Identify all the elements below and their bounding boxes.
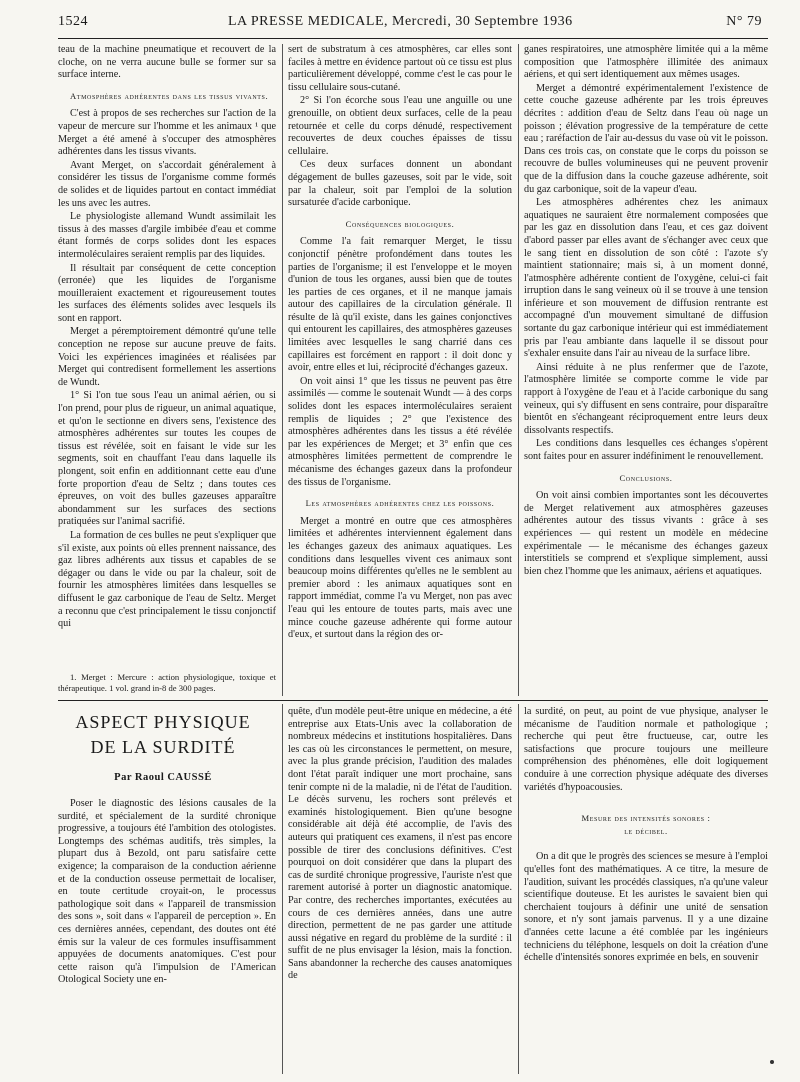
paragraph: 1° Si l'on tue sous l'eau un animal aérien, ou si l'on prend, pour plus de rigueur, un animal aquatique, et qu'on le sectionne en divers sens, l'existence des atmosphères adhérentes sur toutes les coupes de tissus est révélée, soit en faisant le vide sur les segments, soit en chauffant l'eau dans laquelle ils plongent, soit enfin en additionnant cette eau d'une forte proportion d'eau de Seltz ; dans toutes ces épreuves, on voit des bulles gazeuses apparaître abondamment sur les surfaces des sections pratiquées sur l'animal sacrifié. [58, 390, 276, 528]
upper-column-2 [288, 44, 512, 643]
paragraph: Comme l'a fait remarquer Merget, le tissu conjonctif pénètre profondément dans toutes les parties de l'organisme; il est l'enveloppe et le moyen d'union de tous les organes, aussi bien que de toutes les parties de ces organes, et il ne manque jamais autour des capillaires de la circulation générale. Il résulte de là qu'il existe, dans les gaines conjonctives qui entourent les capillaires, des atmosphères gazeuses limitées avec lesquelles le sang charrié dans ces capillaires est forcément en rapport : il doit donc y avoir, entre elles et lui, réciprocité d'échanges gazeux. [288, 236, 512, 374]
paragraph: 2° Si l'on écorche sous l'eau une anguille ou une grenouille, on obtient deux surfaces, celle de la peau retournée et celle du corps dénudé, respectivement recouvertes de deux couches épaisses de tissu cellulaire. [288, 95, 512, 157]
paragraph: On voit ainsi combien importantes sont les découvertes de Merget relativement aux atmosphères gazeuses adhérentes autour des tissus vivants : grâce à ses expériences — qui restent un modèle en médecine expérimentale — le mécanisme des échanges gazeux interstitiels se comprend et s'explique simplement, aussi bien chez l'homme que les animaux, aériens et aquatiques. [524, 490, 768, 577]
paragraph: la surdité, on peut, au point de vue physique, analyser le mécanisme de l'audition normale et pathologique ; recherche qui peut être fructueuse, car, outre les satisfactions que procure toujours une meilleure compréhension des phénomènes, elle doit logiquement conduire à une correction physique adéquate des diverses variétés d'hypoacousies. [524, 706, 768, 793]
header-rule [58, 38, 768, 39]
running-header [58, 14, 762, 36]
paragraph: ganes respiratoires, une atmosphère limitée qui a la même composition que l'atmosphère illimitée des animaux aériens, et qui sert identiquement aux mêmes usages. [524, 44, 768, 81]
column-divider [518, 44, 519, 696]
article-title-line: ASPECT PHYSIQUE [75, 712, 251, 732]
paragraph: Avant Merget, on s'accordait généralement à considérer les tissus de l'organisme comme formés de solides et de liquides partout en contact immédiat les uns avec les autres. [58, 159, 276, 209]
page-number: 1524 [58, 14, 88, 29]
journal-title: LA PRESSE MEDICALE, Mercredi, 30 Septembre 1936 [228, 14, 573, 29]
footnote: 1. Merget : Mercure : action physiologique, toxique et thérapeutique. 1 vol. grand in-8 de 300 pages. [58, 672, 276, 693]
section-heading: Atmosphères adhérentes dans les tissus vivants. [70, 90, 269, 101]
paragraph: Merget a montré en outre que ces atmosphères limitées et adhérentes interviennent également dans les échanges gazeux des animaux aquatiques. Les conditions dans lesquelles vivent ces animaux sont beaucoup moins différentes qu'elles ne le semblent au premier abord : les animaux aquatiques sont en rapport immédiat, comme l'a vu Merget, non pas avec l'eau qui les entoure de toutes parts, mais avec une mince couche gazeuse adhérente qui forme autour d'eux, et surtout dans la région des or- [288, 515, 512, 641]
paragraph: quête, d'un modèle peut-être unique en médecine, a été entreprise aux Etats-Unis avec la collaboration de nombreux médecins et institutions hospitalières. Dans les cas où les circonstances le permettent, on mesure, avec la plus grande précision, l'audition des malades dont l'état paraît indiquer une mort prochaine, sans tenir compte ni de la maladie, ni de l'état de l'audition. Le décès survenu, les rochers sont prélevés et examinés histologiquement. Bien qu'une besogne considérable ait déjà été accomplie, de l'avis des auteurs qui pratiquent ces examens, il n'est pas encore possible de tirer des conclusions définitives. C'est pourquoi on doit considérer que dans la plupart des cas de surdité chronique progressive, l'auriste n'est que rarement autorisé à porter un diagnostic anatomique. Par contre, des recherches importantes, exécutées au cours de ces dernières années, dans une autre direction, permettent de ne pas garder une attitude aussi négative en regard du problème de la surdité : il suffit de ne plus envisager la lésion, mais la fonction. Sans abandonner la recherche des causes anatomiques de [288, 706, 512, 982]
paragraph: Les conditions dans lesquelles ces échanges s'opèrent sont faites pour en assurer indéfiniment le renouvellement. [524, 438, 768, 462]
section-heading: Conclusions. [619, 472, 673, 483]
section-rule [58, 700, 768, 701]
ink-dot [770, 1060, 774, 1064]
article-title-line: DE LA SURDITÉ [90, 737, 236, 757]
paragraph: Le physiologiste allemand Wundt assimilait les tissus à des masses d'argile imbibée d'eau et comme étant formés de corps solides dont les espaces intermoléculaires seraient remplis par des liquides. [58, 211, 276, 260]
paragraph: teau de la machine pneumatique et recouvert de la cloche, on ne verra aucune bulle se former sur sa surface interne. [58, 44, 276, 81]
paragraph: La formation de ces bulles ne peut s'expliquer que s'il existe, aux points où elles prennent naissance, des gaz libres adhérents aux tissus et capables de se dégager ou dans le vide ou par la chaleur, soit de fournir les atmosphères limitées dans lesquelles se diffusent le gaz carbonique de l'eau de Seltz. Merget a reconnu que c'est principalement le tissu conjonctif qui [58, 529, 276, 630]
article-title [58, 710, 268, 760]
paragraph: sert de substratum à ces atmosphères, car elles sont faciles à mettre en évidence partout où ce tissu est plus particulièrement développé, comme c'est le cas pour le tissu cellulaire sous-cutané. [288, 44, 512, 93]
paragraph: Ainsi réduite à ne plus renfermer que de l'azote, l'atmosphère limitée se comporte comme le vide par rapport à l'oxygène de l'eau et à l'acide carbonique du sang veineux, qui s'y diffusent en sens contraire, pour disparaître bientôt en s'échangeant réciproquement entre leurs deux dissolvants respectifs. [524, 361, 768, 436]
heading-line: Mesure des intensités sonores : [581, 813, 711, 824]
section-heading: Conséquences biologiques. [345, 218, 455, 229]
paragraph: Poser le diagnostic des lésions causales de la surdité, et spécialement de la surdité chronique progressive, a toujours été l'ambition des otologistes. Longtemps des schémas auditifs, très simples, la plupart dus à Bezold, ont paru satisfaire cette exigence; la comparaison de la conduction aérienne et de la conduction osseuse permettait de localiser, en toute certitude croyait-on, le processus pathologique soit dans « l'appareil de transmission des sons », soit dans « l'appareil de perception ». En ces dernières années, cependant, des doutes ont été émis sur la valeur de ces formules insuffisamment appuyées de documents anatomiques. C'est pour cette raison qu'à l'impulsion de l'American Otological Society une en- [58, 798, 276, 986]
upper-column-1 [58, 44, 276, 632]
issue-number: N° 79 [726, 14, 762, 29]
section-heading [524, 812, 768, 837]
column-divider [282, 44, 283, 696]
article-column-3 [524, 706, 768, 966]
paragraph: Merget a démontré expérimentalement l'existence de cette couche gazeuse adhérente par les trois épreuves décrites : addition d'eau de Seltz dans l'eau où nage un poisson ; élévation progressive de la température de cette eau ; raréfaction de l'air au-dessus du vase où vit le poisson. Dans ces trois cas, on constate que le corps du poisson se recouvre de bulles volumineuses qui ne peuvent provenir que de la diffusion dans la couche gazeuse adhérente, soit du gaz carbonique, soit de la vapeur d'eau. [524, 82, 768, 195]
column-divider [282, 704, 283, 1074]
section-heading: Les atmosphères adhérentes chez les poissons. [305, 498, 495, 509]
paragraph: Merget a péremptoirement démontré qu'une telle conception ne repose sur aucune preuve de faits. Voici les expériences imaginées et réalisées par Merget qui contredisent formellement les assertions de Wundt. [58, 326, 276, 388]
paragraph: Il résultait par conséquent de cette conception (erronée) que les liquides de l'organisme mouilleraient exactement et rigoureusement toutes les surfaces des éléments solides avec lesquels ils sont en rapport. [58, 262, 276, 324]
heading-line: le décibel. [624, 825, 668, 836]
paragraph: C'est à propos de ses recherches sur l'action de la vapeur de mercure sur l'homme et les animaux ¹ que Merget a été amené à s'occuper des atmosphères adhérentes dans les tissus vivants. [58, 108, 276, 158]
article-column-1 [58, 798, 276, 988]
footnote-block [58, 672, 276, 694]
article-column-2 [288, 706, 512, 984]
paragraph: On voit ainsi 1° que les tissus ne peuvent pas être assimilés — comme le soutenait Wundt — à des corps solides dont les espaces intermoléculaires seraient remplis de liquides ; 2° que l'existence des atmosphères adhérentes dans les tissus a été révélée par les expériences de Merget; et 3° enfin que ces atmosphères limitées permettent de comprendre le mécanisme des échanges gazeux dans la profondeur des tissus de l'organisme. [288, 375, 512, 488]
paragraph: Les atmosphères adhérentes chez les animaux aquatiques ne sauraient être normalement composées que par les gaz en dissolution dans l'eau, et ces gaz doivent d'abord passer par elles avant de s'échanger avec ceux que le sang tient en dissolution de son côté : l'azote s'y maintient stationnaire; mais si, à un moment donné, l'atmosphère adhérente contient de l'oxygène, celui-ci fait irruption dans le sang veineux où il se trouve à une tension inférieure et son mouvement de diffusion rentrante est accompagné d'un mouvement simultané de diffusion sortante du gaz carbonique intérieur qui est immédiatement pris par l'eau ambiante dans laquelle il se dissout pour s'exhaler ensuite dans l'air au niveau de la surface libre. [524, 197, 768, 360]
paragraph: Ces deux surfaces donnent un abondant dégagement de bulles gazeuses, soit par le vide, soit par la chaleur, soit par l'emploi de la solution sursaturée d'acide carbonique. [288, 159, 512, 209]
column-divider [518, 704, 519, 1074]
article-author: Par Raoul CAUSSÉ [114, 772, 212, 783]
paragraph: On a dit que le progrès des sciences se mesure à l'emploi qu'elles font des mathématiques. A ce titre, la mesure de l'audition, suivant les procédés classiques, n'a qu'une valeur scientifique douteuse. Et les auristes le savaient bien qui cherchaient toujours à définir une unité de sensation sonore, et n'y sont jamais parvenus. Il y a une dizaine d'années cette lacune a été comblée par les ingénieurs techniciens du téléphone, lesquels on doit la création d'une échelle d'intensités sonores exprimée en bels, en souvenir [524, 851, 768, 964]
upper-column-3 [524, 44, 768, 579]
